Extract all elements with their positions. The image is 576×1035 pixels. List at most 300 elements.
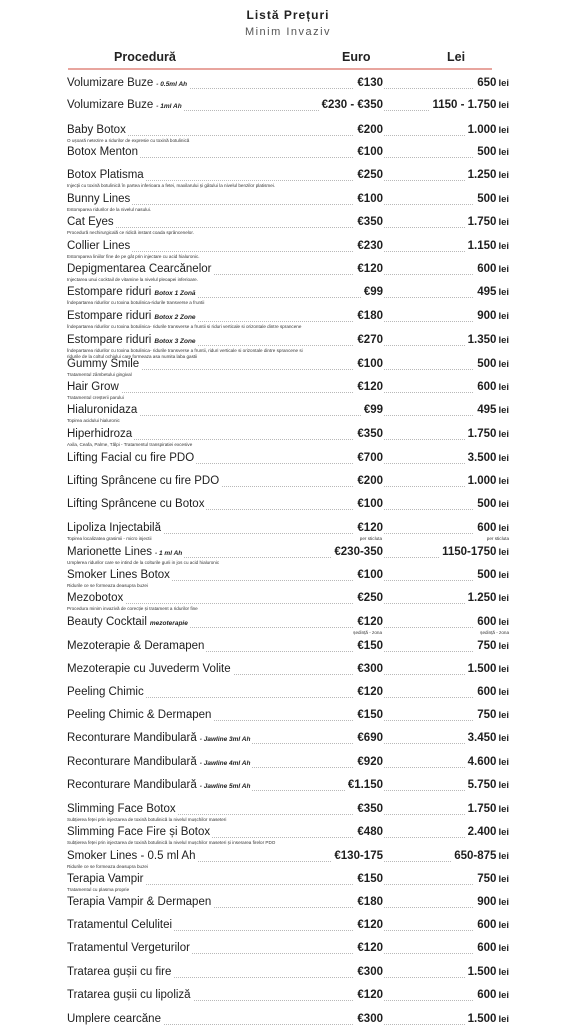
currency-unit: lei — [498, 641, 509, 652]
price-lei-value: 1.250 — [467, 592, 497, 604]
currency-unit: lei — [498, 499, 509, 510]
procedure-name-text: Volumizare Buze — [67, 99, 154, 111]
price-row — [0, 942, 576, 964]
price-euro: €120 — [354, 686, 383, 698]
procedure-name — [67, 826, 212, 838]
price-lei-value: 500 — [477, 358, 497, 370]
price-euro: €230-350 — [331, 546, 383, 558]
price-lei — [451, 850, 509, 862]
price-row — [0, 99, 576, 121]
price-lei-value: 1.150 — [467, 240, 497, 252]
currency-unit: lei — [498, 687, 509, 698]
procedure-description: Ridurile ce se formeaza deasupra buzei — [67, 583, 317, 589]
procedure-name-text: Estompare riduri — [67, 286, 152, 298]
procedure-name — [67, 663, 233, 675]
price-lei — [474, 616, 509, 628]
currency-unit: lei — [498, 476, 509, 487]
price-euro: €230 — [354, 240, 383, 252]
currency-unit: lei — [498, 287, 509, 298]
price-row — [0, 966, 576, 988]
price-lei-value: 600 — [477, 263, 497, 275]
procedure-name — [67, 263, 213, 275]
currency-unit: lei — [498, 335, 509, 346]
procedure-description: Tratamentul creșterii parului — [67, 395, 317, 401]
procedure-name-text: Peeling Chimic & Dermapen — [67, 709, 212, 721]
price-lei — [465, 452, 509, 464]
price-euro: €270 — [354, 334, 383, 346]
procedure-name — [67, 756, 252, 768]
price-row — [0, 334, 576, 359]
price-euro: €180 — [354, 896, 383, 908]
procedure-description: Estomparea ridurilor de la nivelul nasului. — [67, 207, 317, 213]
procedure-name-text: Hiperhidroza — [67, 428, 133, 440]
procedure-name — [67, 546, 184, 558]
price-euro: €300 — [354, 966, 383, 978]
page-subtitle: Minim Invaziv — [244, 26, 332, 38]
currency-unit: lei — [498, 217, 509, 228]
price-lei-value: 5.750 — [467, 779, 497, 791]
price-euro: €250 — [354, 169, 383, 181]
procedure-name-text: Smoker Lines Botox — [67, 569, 170, 581]
procedure-description: Tratamentul zâmbetului gingival — [67, 372, 317, 378]
currency-unit: lei — [498, 920, 509, 931]
price-euro: €120 — [354, 616, 383, 628]
price-euro: €150 — [354, 709, 383, 721]
currency-unit: lei — [498, 1014, 509, 1025]
price-row — [0, 1013, 576, 1035]
procedure-name-text: Lifting Facial cu fire PDO — [67, 452, 195, 464]
price-lei-value: 1150 - 1.750 — [432, 99, 497, 111]
price-euro: €700 — [354, 452, 383, 464]
price-row — [0, 732, 576, 754]
price-row — [0, 124, 576, 146]
price-row — [0, 498, 576, 520]
price-lei — [474, 286, 509, 298]
price-euro: €1.150 — [345, 779, 383, 791]
procedure-name-text: Depigmentarea Cearcănelor — [67, 263, 212, 275]
price-euro: €120 — [354, 381, 383, 393]
currency-unit: lei — [498, 311, 509, 322]
price-row — [0, 381, 576, 403]
price-lei — [474, 263, 509, 275]
currency-unit: lei — [498, 405, 509, 416]
price-lei — [474, 896, 509, 908]
procedure-name-text: Lifting Sprâncene cu Botox — [67, 498, 205, 510]
currency-unit: lei — [498, 733, 509, 744]
price-lei-qualifier: per sticluta — [486, 536, 509, 541]
procedure-description: Tratamentul cu plasma proprie — [67, 887, 317, 893]
price-row — [0, 216, 576, 238]
price-row — [0, 919, 576, 941]
price-row — [0, 989, 576, 1011]
procedure-name-text: Hair Grow — [67, 381, 119, 393]
price-lei — [474, 709, 509, 721]
currency-unit: lei — [498, 827, 509, 838]
price-row — [0, 663, 576, 685]
procedure-name-text: Tratamentul Celulitei — [67, 919, 173, 931]
procedure-name-text: Tratamentul Vergeturilor — [67, 942, 190, 954]
price-lei — [465, 732, 509, 744]
price-lei — [474, 989, 509, 1001]
procedure-name — [67, 124, 128, 136]
price-lei-value: 750 — [477, 709, 497, 721]
procedure-name-text: Terapia Vampir & Dermapen — [67, 896, 212, 908]
leader-dots — [67, 227, 501, 228]
procedure-name-text: Estompare riduri — [67, 334, 152, 346]
procedure-description: Procedură nechirurgicală ce ridică instant coada sprâncenelor. — [67, 230, 317, 236]
price-lei — [474, 919, 509, 931]
price-lei-value: 500 — [477, 569, 497, 581]
procedure-name-text: Tratarea gușii cu lipoliză — [67, 989, 191, 1001]
price-row — [0, 77, 576, 99]
procedure-name — [67, 310, 198, 322]
price-lei — [429, 99, 509, 111]
currency-unit: lei — [498, 78, 509, 89]
procedure-description: Îndepartarea ridurilor cu toxina botulinica-ridurile transverse a fruntii — [67, 300, 317, 306]
procedure-description: Umplerea ridurilor care se intind de la colturile gurii in jos cu acid hialuronic — [67, 560, 317, 566]
procedure-name-text: Mezobotox — [67, 592, 124, 604]
procedure-description: Ridurile ce se formeaza deasupra buzei — [67, 864, 317, 870]
price-row — [0, 686, 576, 708]
price-row — [0, 756, 576, 778]
price-lei — [474, 640, 509, 652]
price-lei — [474, 569, 509, 581]
price-lei — [474, 358, 509, 370]
price-euro: €120 — [354, 522, 383, 534]
currency-unit: lei — [498, 147, 509, 158]
procedure-note: - 1 ml Ah — [155, 550, 183, 557]
price-row — [0, 779, 576, 801]
procedure-note: - 1ml Ah — [156, 103, 182, 110]
price-lei-value: 1.500 — [467, 663, 497, 675]
price-lei-value: 650 — [477, 77, 497, 89]
procedure-note: - Jawline 3ml Ah — [199, 736, 251, 743]
price-euro: €200 — [354, 124, 383, 136]
procedure-name-text: Volumizare Buze — [67, 77, 154, 89]
price-lei — [474, 942, 509, 954]
procedure-note: - Jawline 5ml Ah — [199, 783, 251, 790]
procedure-name-text: Hialuronidaza — [67, 404, 138, 416]
currency-unit: lei — [498, 617, 509, 628]
procedure-name — [67, 428, 134, 440]
procedure-description: Îndepartarea ridurilor cu toxina botulinica- ridurile transverse a fruntii, riduri verticale si orizontale dintre sprancene si ridurile de la coltul ochiului care formeaza asa numita laba gastii — [67, 348, 317, 359]
price-row — [0, 452, 576, 474]
price-lei — [465, 334, 509, 346]
price-row — [0, 146, 576, 168]
price-lei — [474, 310, 509, 322]
price-euro: €150 — [354, 640, 383, 652]
price-euro: €200 — [354, 475, 383, 487]
price-row — [0, 193, 576, 215]
procedure-name — [67, 522, 163, 534]
currency-unit: lei — [498, 780, 509, 791]
price-lei — [474, 381, 509, 393]
procedure-name-text: Estompare riduri — [67, 310, 152, 322]
price-row — [0, 522, 576, 544]
procedure-name-text: Lipoliza Injectabilă — [67, 522, 161, 534]
currency-unit: lei — [498, 100, 509, 111]
price-lei — [474, 873, 509, 885]
price-row — [0, 358, 576, 380]
procedure-name — [67, 475, 221, 487]
price-lei — [465, 826, 509, 838]
price-lei-value: 750 — [477, 873, 497, 885]
price-euro: €100 — [354, 146, 383, 158]
currency-unit: lei — [498, 757, 509, 768]
price-euro: €150 — [354, 873, 383, 885]
price-euro: €180 — [354, 310, 383, 322]
price-lei-value: 500 — [477, 498, 497, 510]
price-row — [0, 169, 576, 191]
price-euro: €120 — [354, 942, 383, 954]
price-lei-value: 500 — [477, 146, 497, 158]
procedure-name-text: Mezoterapie cu Juvederm Volite — [67, 663, 231, 675]
procedure-note: Botox 3 Zone — [154, 338, 196, 345]
price-row — [0, 475, 576, 497]
price-lei-value: 495 — [477, 404, 497, 416]
price-euro: €120 — [354, 919, 383, 931]
price-lei-value: 1.250 — [467, 169, 497, 181]
price-euro: €350 — [354, 428, 383, 440]
procedure-name — [67, 404, 139, 416]
currency-unit: lei — [498, 570, 509, 581]
currency-unit: lei — [498, 804, 509, 815]
procedure-name-text: Slimming Face Botox — [67, 803, 176, 815]
currency-unit: lei — [498, 453, 509, 464]
price-lei — [474, 686, 509, 698]
price-lei-value: 1.500 — [467, 1013, 497, 1025]
procedure-name-text: Reconturare Mandibulară — [67, 756, 197, 768]
procedure-note: mezoterapie — [149, 620, 188, 627]
price-euro: €100 — [354, 498, 383, 510]
procedure-name — [67, 896, 213, 908]
price-lei-value: 495 — [477, 286, 497, 298]
procedure-description: Topirea localizatea grasimii - micro injectii — [67, 536, 317, 542]
price-lei — [465, 240, 509, 252]
price-euro: €100 — [354, 358, 383, 370]
procedure-name — [67, 358, 141, 370]
procedure-note: Botox 1 Zonă — [154, 290, 196, 297]
price-euro: €99 — [361, 286, 383, 298]
price-lei — [465, 475, 509, 487]
price-lei-value: 4.600 — [467, 756, 497, 768]
price-lei-value: 600 — [477, 381, 497, 393]
currency-unit: lei — [498, 241, 509, 252]
procedure-note: Botox 2 Zone — [154, 314, 196, 321]
procedure-note: - Jawline 4ml Ah — [199, 760, 251, 767]
procedure-name-text: Botox Platisma — [67, 169, 144, 181]
procedure-name — [67, 216, 116, 228]
price-euro: €690 — [354, 732, 383, 744]
price-row — [0, 873, 576, 895]
price-lei — [465, 1013, 509, 1025]
currency-unit: lei — [498, 593, 509, 604]
procedure-name-text: Collier Lines — [67, 240, 131, 252]
procedure-name — [67, 569, 172, 581]
procedure-name — [67, 498, 206, 510]
procedure-description: Injectarea unui cocktail de vitamine la nivelul pleoapei inferioare. — [67, 277, 317, 283]
price-row — [0, 263, 576, 285]
procedure-name-text: Botox Menton — [67, 146, 138, 158]
procedure-description: Injecții cu toxină botulinică în partea inferioara a fetei, maxilarului și gâtului la nivelul benzilor platismei. — [67, 183, 317, 189]
price-euro: €120 — [354, 989, 383, 1001]
procedure-name — [67, 99, 184, 111]
price-lei-value: 3.450 — [467, 732, 497, 744]
price-row — [0, 428, 576, 450]
currency-unit: lei — [498, 943, 509, 954]
procedure-name — [67, 850, 197, 862]
price-lei-value: 600 — [477, 942, 497, 954]
price-lei-value: 900 — [477, 896, 497, 908]
procedure-name-text: Reconturare Mandibulară — [67, 779, 197, 791]
price-euro: €230 - €350 — [319, 99, 383, 111]
currency-unit: lei — [498, 382, 509, 393]
price-lei — [465, 124, 509, 136]
procedure-name — [67, 592, 125, 604]
price-euro: €300 — [354, 1013, 383, 1025]
price-lei-value: 1150-1750 — [442, 546, 497, 558]
procedure-description: Estomparea liniilor fine de pe gât prin injectare cu acid hialuronic. — [67, 254, 317, 260]
price-euro: €250 — [354, 592, 383, 604]
column-header-lei: Lei — [447, 50, 466, 64]
price-row — [0, 826, 576, 848]
price-euro: €300 — [354, 663, 383, 675]
currency-unit: lei — [498, 429, 509, 440]
price-euro: €130-175 — [331, 850, 383, 862]
procedure-name — [67, 381, 121, 393]
procedure-name — [67, 966, 173, 978]
price-lei — [474, 404, 509, 416]
price-lei-value: 1.000 — [467, 124, 497, 136]
price-lei — [465, 756, 509, 768]
currency-unit: lei — [498, 990, 509, 1001]
procedure-description: Îndepartarea ridurilor cu toxina botulinica- ridurile transverse a fruntii si riduri verticale si orizontale dintre sprancene — [67, 324, 317, 330]
price-euro: €920 — [354, 756, 383, 768]
price-lei — [474, 522, 509, 534]
price-lei-value: 1.750 — [467, 803, 497, 815]
price-row — [0, 709, 576, 731]
currency-unit: lei — [498, 170, 509, 181]
procedure-name — [67, 942, 192, 954]
price-lei-value: 1.500 — [467, 966, 497, 978]
procedure-name-text: Gummy Smile — [67, 358, 140, 370]
procedure-description: Procedura minim invazivă de corecție și tratament a ridurilor fine — [67, 606, 317, 612]
price-row — [0, 640, 576, 662]
currency-unit: lei — [498, 547, 509, 558]
price-row — [0, 592, 576, 614]
page-title: Listă Prețuri — [246, 8, 330, 22]
procedure-name — [67, 686, 146, 698]
price-lei-value: 1.000 — [467, 475, 497, 487]
price-lei — [465, 169, 509, 181]
price-euro-qualifier: per sticluta — [359, 536, 382, 541]
price-lei — [465, 663, 509, 675]
leader-dots — [67, 392, 501, 393]
price-euro: €120 — [354, 263, 383, 275]
procedure-name — [67, 803, 178, 815]
procedure-name — [67, 286, 198, 298]
price-row — [0, 616, 576, 638]
price-euro: €350 — [354, 216, 383, 228]
currency-unit: lei — [498, 359, 509, 370]
price-lei-value: 900 — [477, 310, 497, 322]
procedure-name — [67, 77, 189, 89]
leader-dots — [67, 135, 501, 136]
price-row — [0, 569, 576, 591]
procedure-name-text: Beauty Cocktail — [67, 616, 147, 628]
procedure-description: Axila, Ceafa, Palme, Tălpi - Tratamentul transpiratiei excesive — [67, 442, 317, 448]
procedure-name — [67, 709, 213, 721]
price-lei — [474, 77, 509, 89]
price-euro: €99 — [361, 404, 383, 416]
price-euro: €130 — [354, 77, 383, 89]
procedure-name — [67, 146, 140, 158]
procedure-name — [67, 873, 146, 885]
price-euro: €480 — [354, 826, 383, 838]
price-lei — [465, 966, 509, 978]
procedure-name — [67, 1013, 163, 1025]
procedure-name-text: Lifting Sprâncene cu fire PDO — [67, 475, 220, 487]
procedure-name — [67, 616, 190, 628]
currency-unit: lei — [498, 967, 509, 978]
price-lei — [465, 803, 509, 815]
price-lei-value: 600 — [477, 989, 497, 1001]
currency-unit: lei — [498, 664, 509, 675]
procedure-name — [67, 779, 252, 791]
currency-unit: lei — [498, 125, 509, 136]
currency-unit: lei — [498, 264, 509, 275]
procedure-name-text: Tratarea gușii cu fire — [67, 966, 172, 978]
currency-unit: lei — [498, 194, 509, 205]
price-row — [0, 850, 576, 872]
price-lei-value: 500 — [477, 193, 497, 205]
procedure-name — [67, 169, 146, 181]
price-lei-qualifier: ședință - zona — [480, 630, 509, 635]
currency-unit: lei — [498, 851, 509, 862]
procedure-description: Subțierea feței prin injectarea de toxină botulinică la nivelul mușchilor maseteri și inserarea firelor PDO — [67, 840, 317, 846]
header-divider — [68, 68, 492, 70]
price-lei-value: 750 — [477, 640, 497, 652]
column-header-euro: Euro — [342, 50, 371, 64]
price-euro: €100 — [354, 569, 383, 581]
procedure-name — [67, 240, 132, 252]
price-lei — [474, 498, 509, 510]
price-lei-value: 600 — [477, 522, 497, 534]
price-euro: €100 — [354, 193, 383, 205]
currency-unit: lei — [498, 874, 509, 885]
procedure-name-text: Umplere cearcăne — [67, 1013, 161, 1025]
price-euro-qualifier: ședință - zona — [353, 630, 382, 635]
price-lei — [439, 546, 509, 558]
price-lei — [465, 592, 509, 604]
currency-unit: lei — [498, 710, 509, 721]
procedure-name-text: Peeling Chimic — [67, 686, 144, 698]
currency-unit: lei — [498, 523, 509, 534]
currency-unit: lei — [498, 897, 509, 908]
price-lei-value: 1.750 — [467, 216, 497, 228]
procedure-name — [67, 732, 252, 744]
price-lei-value: 1.750 — [467, 428, 497, 440]
procedure-description: Topirea acidului hialuronic — [67, 418, 317, 424]
procedure-name-text: Terapia Vampir — [67, 873, 144, 885]
price-lei — [465, 779, 509, 791]
price-lei — [465, 216, 509, 228]
procedure-name-text: Smoker Lines - 0.5 ml Ah — [67, 850, 196, 862]
price-lei-value: 3.500 — [467, 452, 497, 464]
price-lei-value: 600 — [477, 919, 497, 931]
procedure-name — [67, 334, 198, 346]
column-header-procedure: Procedură — [114, 50, 176, 64]
